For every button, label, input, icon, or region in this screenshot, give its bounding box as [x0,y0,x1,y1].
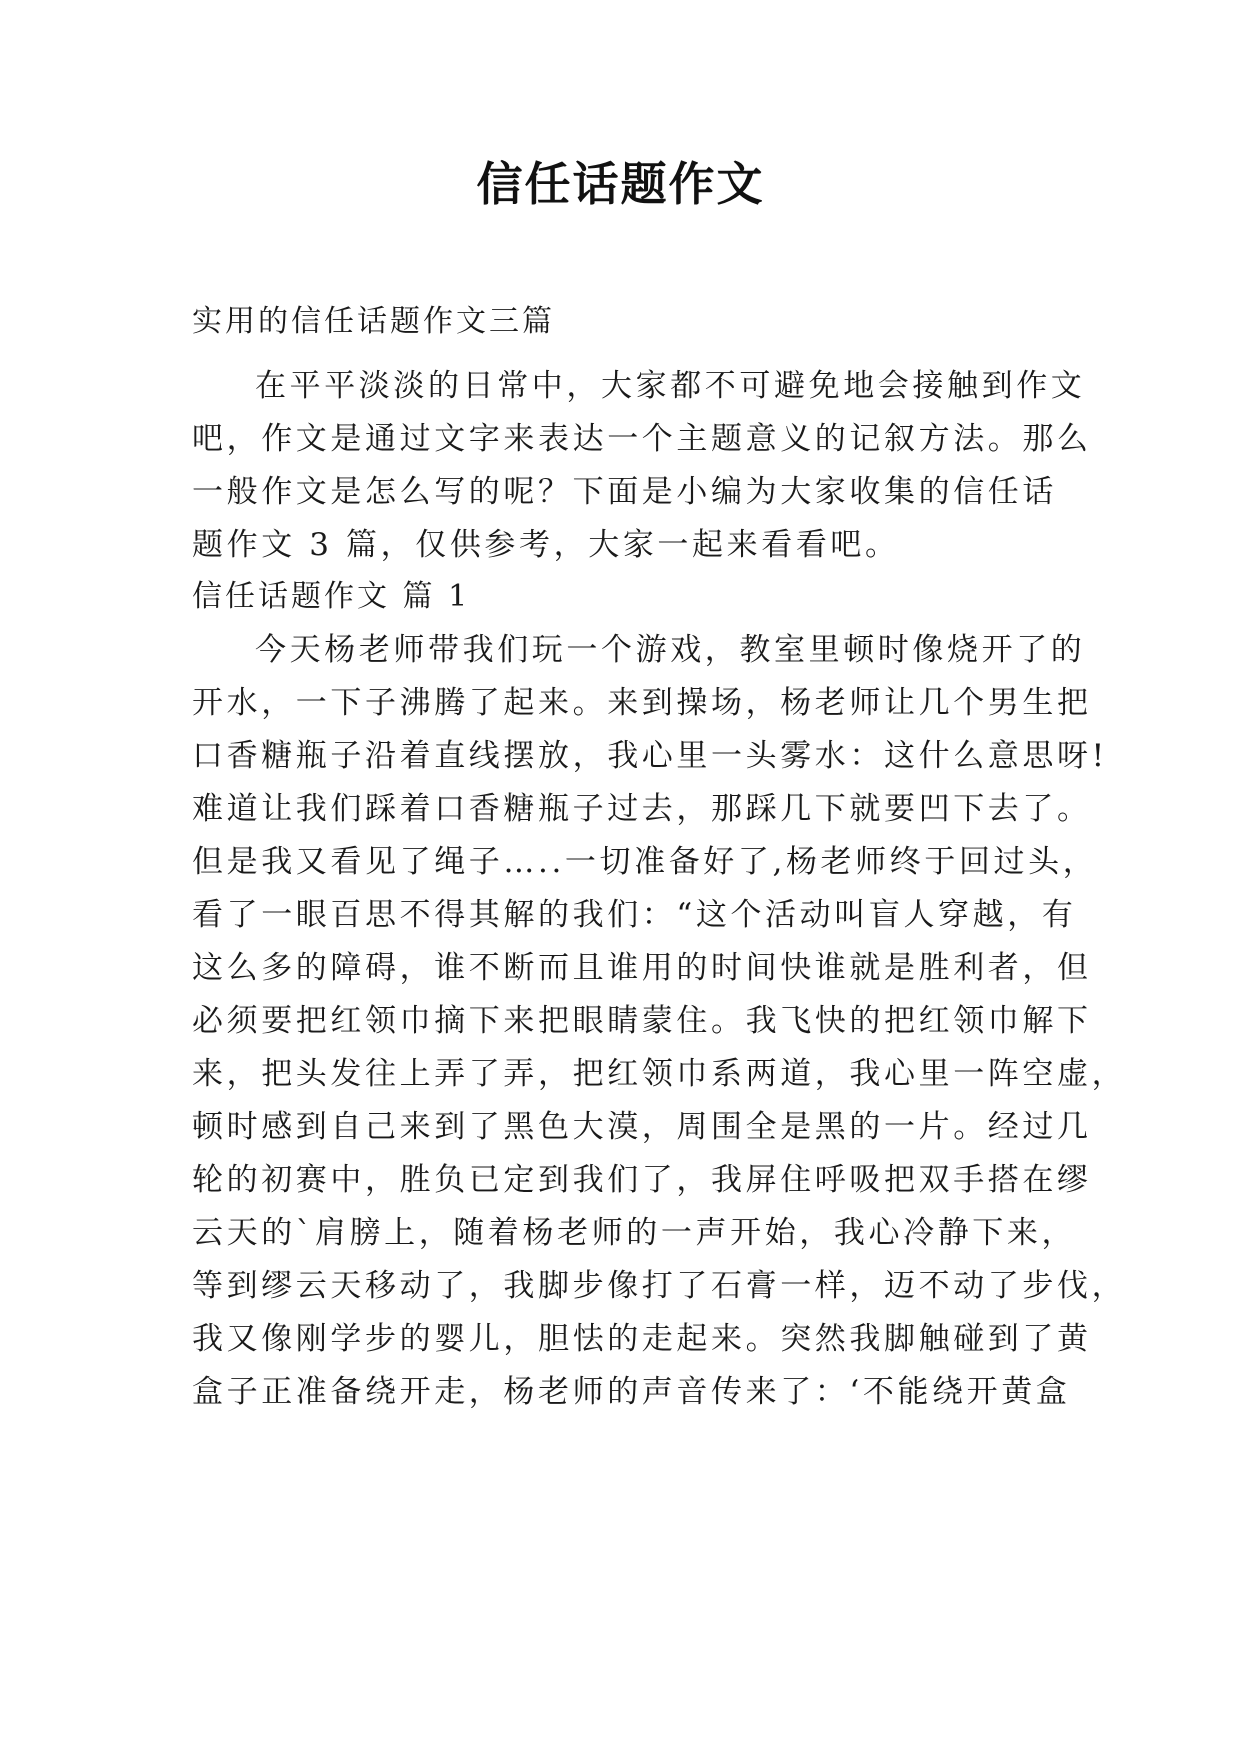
document-subtitle: 实用的信任话题作文三篇 [192,304,555,339]
body-line: 必须要把红领巾摘下来把眼睛蒙住。我飞快的把红领巾解下 [192,1003,1092,1039]
intro-line: 题作文 3 篇，仅供参考，大家一起来看看吧。 [192,527,900,563]
body-line: 看了一眼百思不得其解的我们：“这个活动叫盲人穿越，有 [192,897,1077,933]
intro-line: 吧，作文是通过文字来表达一个主题意义的记叙方法。那么 [192,421,1092,457]
body-line: 我又像刚学步的婴儿，胆怯的走起来。突然我脚触碰到了黄 [192,1321,1092,1357]
body-line: 云天的`肩膀上，随着杨老师的一声开始，我心冷静下来， [192,1215,1077,1251]
body-line: 来，把头发往上弄了弄，把红领巾系两道，我心里一阵空虚， [192,1056,1127,1092]
body-line: 顿时感到自己来到了黑色大漠，周围全是黑的一片。经过几 [192,1109,1092,1145]
body-line: 等到缪云天移动了，我脚步像打了石膏一样，迈不动了步伐， [192,1268,1127,1304]
intro-line: 一般作文是怎么写的呢？下面是小编为大家收集的信任话 [192,474,1057,510]
body-line: 盒子正准备绕开走，杨老师的声音传来了：‘不能绕开黄盒 [192,1374,1071,1410]
intro-line: 在平平淡淡的日常中，大家都不可避免地会接触到作文 [255,368,1086,404]
body-line: 难道让我们踩着口香糖瓶子过去，那踩几下就要凹下去了。 [192,791,1092,827]
section-heading: 信任话题作文 篇 1 [192,579,471,614]
body-line: 轮的初赛中，胜负已定到我们了，我屏住呼吸把双手搭在缪 [192,1162,1092,1198]
body-line: 口香糖瓶子沿着直线摆放，我心里一头雾水：这什么意思呀! [192,738,1108,774]
body-line: 开水，一下子沸腾了起来。来到操场，杨老师让几个男生把 [192,685,1092,721]
body-line: 今天杨老师带我们玩一个游戏，教室里顿时像烧开了的 [255,632,1086,668]
body-line: 这么多的障碍，谁不断而且谁用的时间快谁就是胜利者，但 [192,950,1092,986]
document-title: 信任话题作文 [476,157,765,211]
body-line: 但是我又看见了绳子…..一切准备好了,杨老师终于回过头， [192,844,1098,880]
